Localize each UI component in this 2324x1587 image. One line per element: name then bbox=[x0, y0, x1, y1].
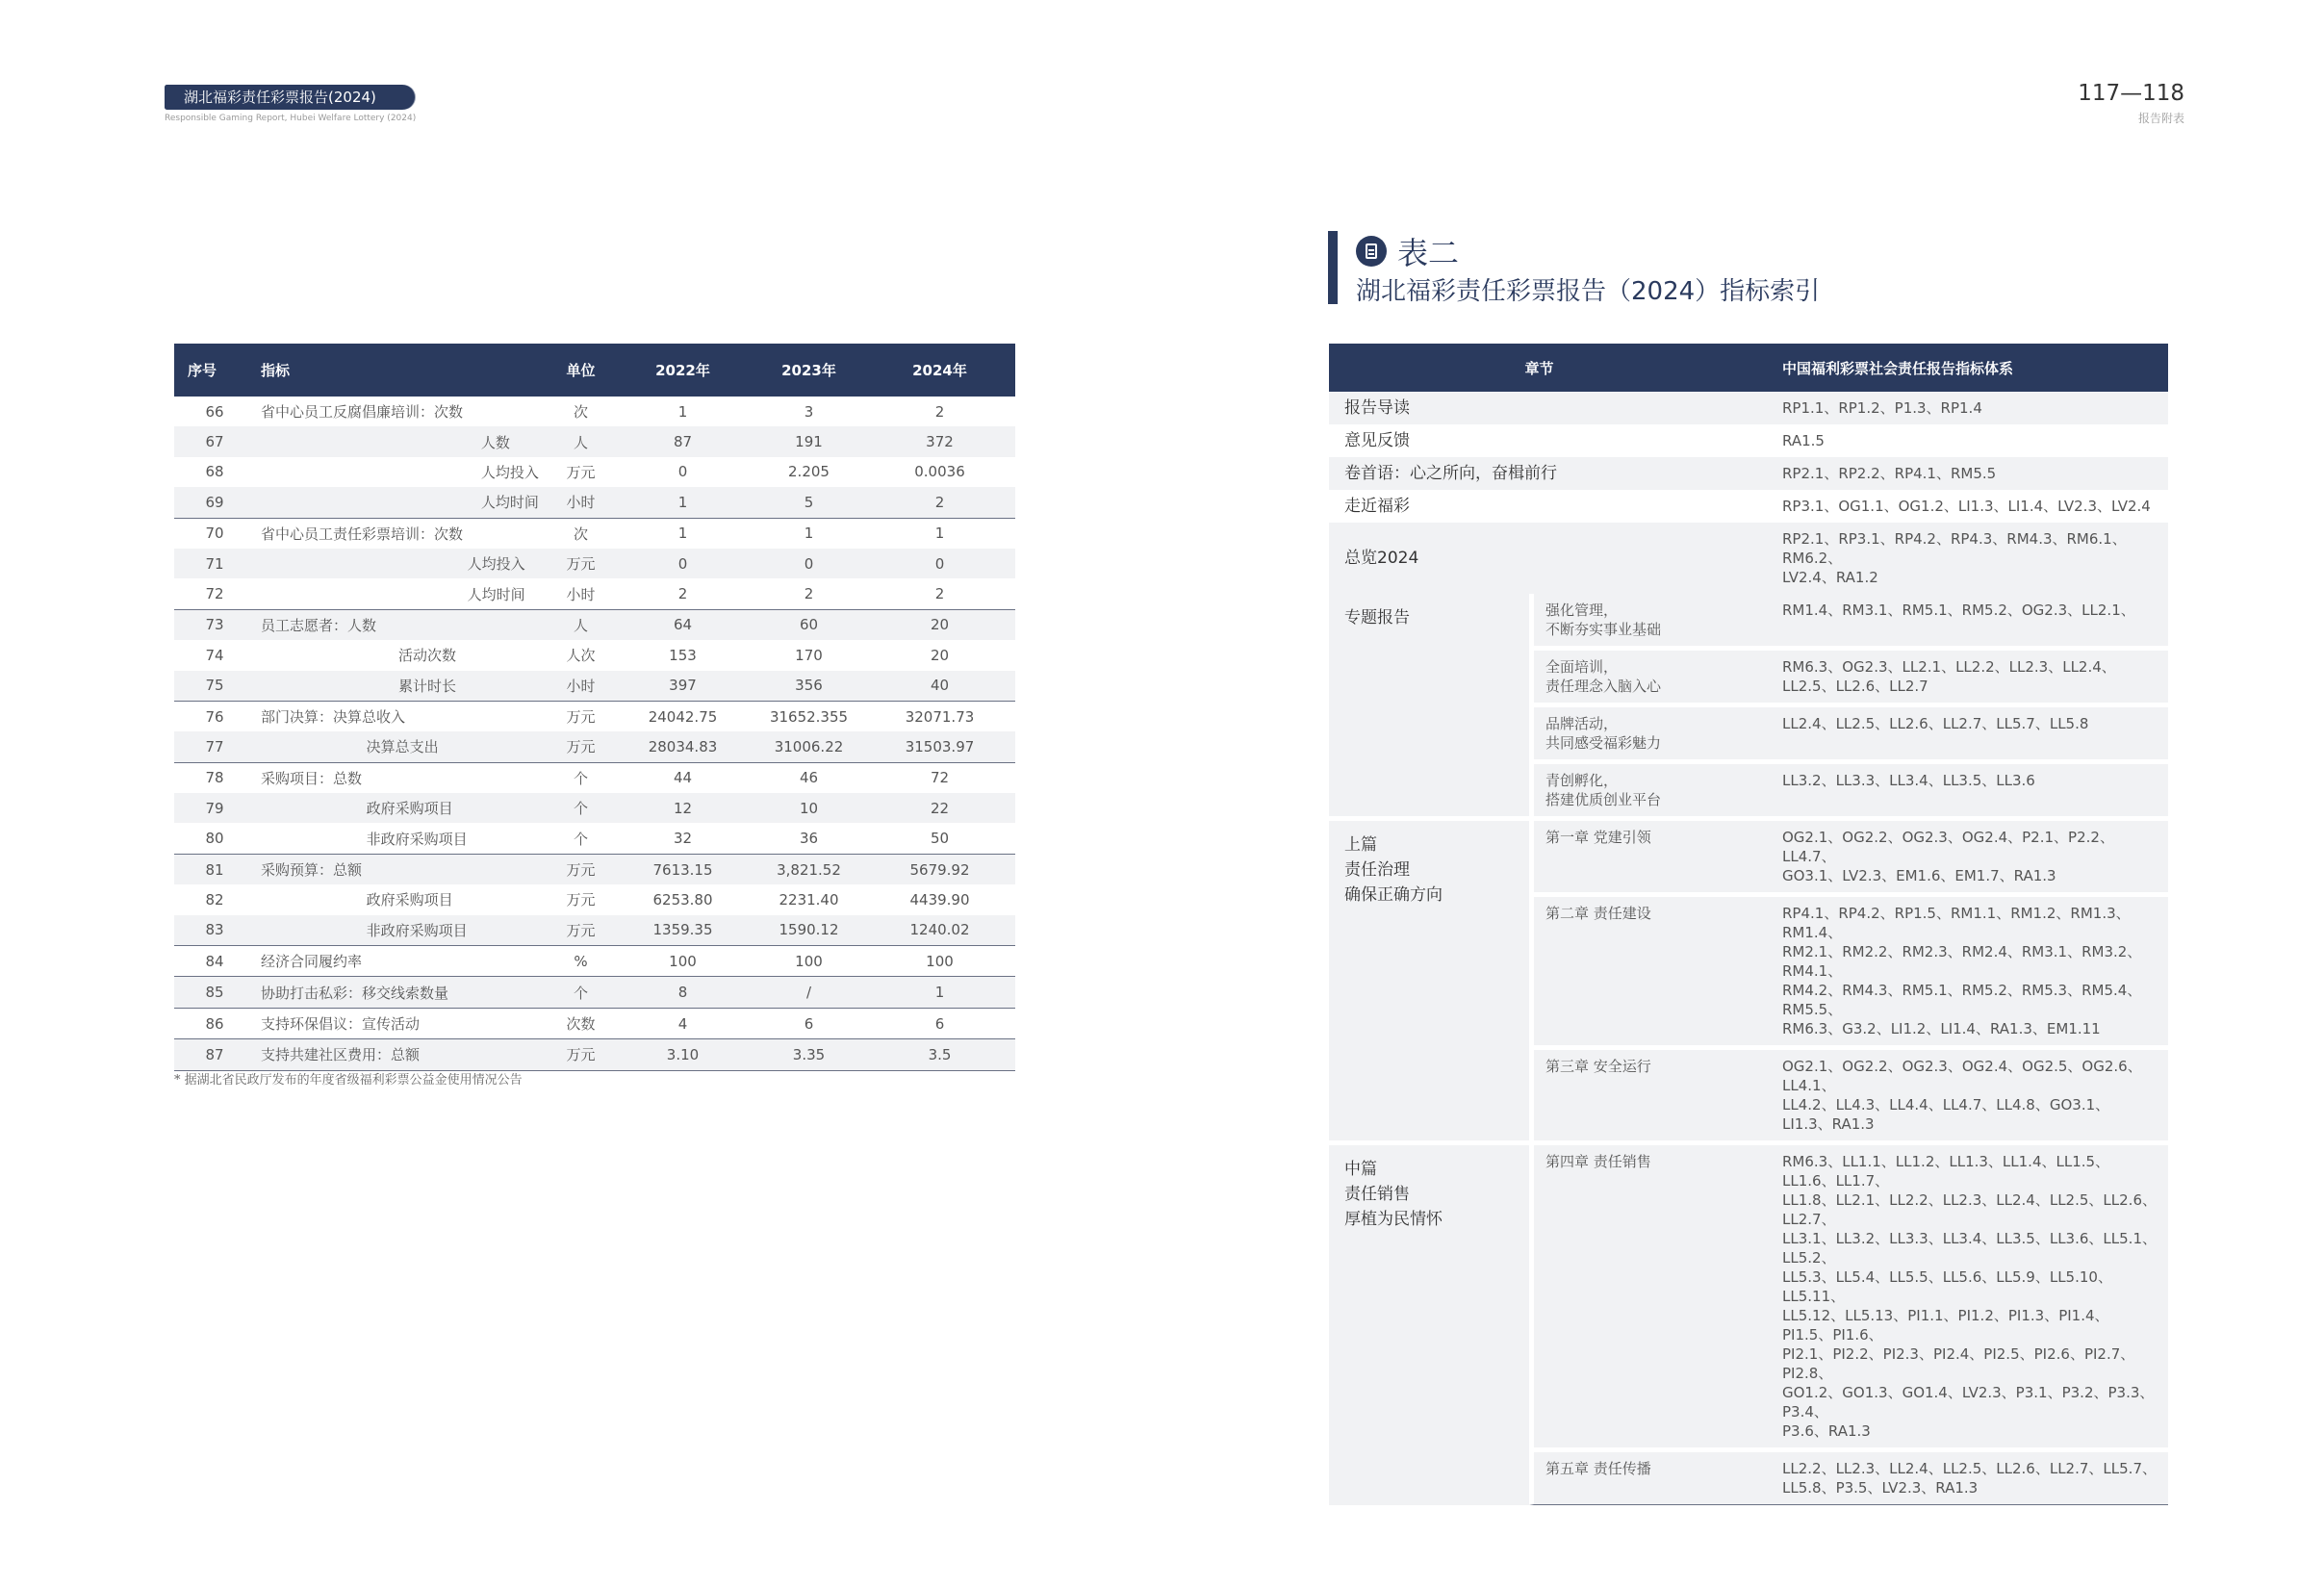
table-row bbox=[174, 426, 1015, 456]
row-unit: 万元 bbox=[549, 915, 612, 946]
row-index: 80 bbox=[174, 823, 255, 854]
sub-section-cell: 全面培训， 责任理念入脑入心 bbox=[1529, 646, 1749, 703]
row-value-2023: 36 bbox=[753, 823, 864, 854]
sub-section-cell: 第四章 责任销售 bbox=[1529, 1140, 1749, 1447]
col-header-indicator-system: 中国福利彩票社会责任报告指标体系 bbox=[1749, 344, 2168, 392]
row-unit: 小时 bbox=[549, 578, 612, 609]
row-unit: 个 bbox=[573, 769, 588, 787]
row-value-2023: 2 bbox=[753, 578, 864, 609]
table-row bbox=[174, 731, 1015, 762]
index-row bbox=[1329, 392, 2168, 424]
row-value-2022: 0 bbox=[677, 463, 688, 481]
row-unit: 次数 bbox=[549, 1008, 612, 1038]
row-index: 72 bbox=[174, 578, 255, 609]
sub-section-cell: 青创孵化， 搭建优质创业平台 bbox=[1529, 759, 1749, 816]
index-row bbox=[1329, 424, 2168, 457]
row-value-2022: 3.10 bbox=[612, 1039, 753, 1070]
sub-section-cell: 第五章 责任传播 bbox=[1529, 1447, 1749, 1505]
row-index: 85 bbox=[174, 977, 255, 1008]
table-body bbox=[174, 397, 1015, 1070]
row-value-2023: 356 bbox=[753, 671, 864, 702]
indicator-cell: RP2.1、RP3.1、RP4.2、RP4.3、RM4.3、RM6.1、RM6.2、 LV2.4、RA1.2 bbox=[1749, 523, 2168, 594]
row-value-2024: 50 bbox=[864, 823, 1015, 854]
indicator-cell: RA1.5 bbox=[1749, 424, 2168, 457]
row-value-2022: 1359.35 bbox=[612, 915, 753, 946]
row-indicator: 累计时长 bbox=[255, 671, 549, 702]
row-unit: 个 bbox=[549, 793, 612, 823]
report-subtitle: Responsible Gaming Report, Hubei Welfare Lottery (2024) bbox=[165, 114, 417, 123]
table-row bbox=[174, 762, 1015, 793]
row-index: 77 bbox=[174, 731, 255, 762]
row-value-2023: 46 bbox=[799, 769, 819, 787]
row-indicator: 支持环保倡议：宣传活动 bbox=[255, 1008, 549, 1038]
row-indicator: 人均投入 bbox=[255, 549, 549, 578]
row-indicator: 部门决算：决算总收入 bbox=[261, 708, 406, 727]
row-value-2022: 397 bbox=[612, 671, 753, 702]
table-footnote: * 据湖北省民政厅发布的年度省级福利彩票公益金使用情况公告 bbox=[174, 1073, 523, 1088]
row-indicator: 决算总支出 bbox=[255, 731, 549, 762]
chapter-cell: 报告导读 bbox=[1329, 392, 1749, 424]
table-row bbox=[174, 854, 1015, 884]
row-unit: 人次 bbox=[566, 647, 596, 665]
indicator-cell: LL3.2、LL3.3、LL3.4、LL3.5、LL3.6 bbox=[1749, 759, 2168, 816]
row-indicator: 员工志愿者：人数 bbox=[255, 609, 549, 640]
sub-section-cell: 第二章 责任建设 bbox=[1529, 892, 1749, 1045]
index-group-row bbox=[1329, 816, 2168, 892]
sub-section-cell: 第三章 安全运行 bbox=[1529, 1045, 1749, 1140]
row-unit: 个 bbox=[549, 977, 612, 1008]
row-value-2024: 0.0036 bbox=[914, 463, 965, 481]
row-value-2023: 3.35 bbox=[753, 1039, 864, 1070]
row-indicator: 人均时间 bbox=[255, 487, 549, 518]
row-unit: 万元 bbox=[549, 731, 612, 762]
row-value-2024: 20 bbox=[930, 646, 950, 664]
row-value-2024: 40 bbox=[864, 671, 1015, 702]
row-index: 76 bbox=[205, 707, 224, 726]
row-value-2024: 20 bbox=[864, 609, 1015, 640]
row-index: 71 bbox=[174, 549, 255, 578]
row-index: 86 bbox=[174, 1008, 255, 1038]
row-indicator: 省中心员工责任彩票培训：次数 bbox=[261, 525, 464, 543]
row-value-2024: 2 bbox=[864, 487, 1015, 518]
table-row bbox=[174, 578, 1015, 609]
table-row bbox=[174, 457, 1015, 487]
index-row bbox=[1329, 490, 2168, 523]
table-row bbox=[174, 1008, 1015, 1038]
col-header-2022: 2022年 bbox=[612, 344, 753, 397]
row-value-2024: 22 bbox=[864, 793, 1015, 823]
row-indicator: 非政府采购项目 bbox=[255, 823, 549, 854]
row-unit: 万元 bbox=[549, 1039, 612, 1070]
indicator-cell: LL2.4、LL2.5、LL2.6、LL2.7、LL5.7、LL5.8 bbox=[1749, 703, 2168, 759]
row-indicator: 活动次数 bbox=[261, 647, 457, 665]
row-value-2022: 12 bbox=[612, 793, 753, 823]
row-value-2023: 2.205 bbox=[788, 463, 830, 481]
row-value-2023: 6 bbox=[753, 1008, 864, 1038]
row-indicator: 人均投入 bbox=[261, 463, 539, 481]
row-indicator: 经济合同履约率 bbox=[255, 946, 549, 977]
row-value-2024: 1240.02 bbox=[864, 915, 1015, 946]
table-row bbox=[174, 671, 1015, 702]
row-value-2022: 6253.80 bbox=[652, 890, 713, 909]
row-index: 68 bbox=[205, 463, 224, 481]
row-value-2022: 100 bbox=[612, 946, 753, 977]
row-value-2023: 1590.12 bbox=[753, 915, 864, 946]
indicator-cell: LL2.2、LL2.3、LL2.4、LL2.5、LL2.6、LL2.7、LL5.7、 LL5.8、P3.5、LV2.3、RA1.3 bbox=[1749, 1447, 2168, 1505]
row-indicator: 采购预算：总额 bbox=[255, 854, 549, 884]
indicator-cell: RM1.4、RM3.1、RM5.1、RM5.2、OG2.3、LL2.1、 bbox=[1749, 594, 2168, 646]
row-value-2022: 153 bbox=[669, 646, 697, 664]
row-value-2023: 170 bbox=[795, 646, 823, 664]
row-value-2023: 1 bbox=[804, 525, 814, 543]
sub-section-cell: 第一章 党建引领 bbox=[1529, 816, 1749, 892]
index-row bbox=[1329, 523, 2168, 594]
row-value-2023: 191 bbox=[753, 426, 864, 456]
table-subtitle: 湖北福彩责任彩票报告（2024）指标索引 bbox=[1356, 277, 1821, 306]
row-value-2023: 3,821.52 bbox=[753, 854, 864, 884]
row-value-2022: 28034.83 bbox=[612, 731, 753, 762]
row-value-2022: 32 bbox=[612, 823, 753, 854]
chapter-cell: 卷首语：心之所向，奋楫前行 bbox=[1329, 457, 1749, 490]
row-indicator: 非政府采购项目 bbox=[255, 915, 549, 946]
table-row bbox=[174, 397, 1015, 426]
row-value-2024: 0 bbox=[864, 549, 1015, 578]
page-numbers: 117—118 bbox=[2078, 81, 2184, 106]
index-group-row bbox=[1329, 1140, 2168, 1447]
sub-section-cell: 品牌活动， 共同感受福彩魅力 bbox=[1529, 703, 1749, 759]
row-value-2022: 7613.15 bbox=[612, 854, 753, 884]
row-unit: 万元 bbox=[566, 891, 596, 909]
row-index: 74 bbox=[205, 646, 224, 664]
table-row bbox=[174, 884, 1015, 914]
row-unit: 个 bbox=[549, 823, 612, 854]
table-row bbox=[174, 793, 1015, 823]
index-table-header-row bbox=[1329, 344, 2168, 392]
indicator-cell: RP3.1、OG1.1、OG1.2、LI1.3、LI1.4、LV2.3、LV2.4 bbox=[1749, 490, 2168, 523]
row-value-2024: 100 bbox=[864, 946, 1015, 977]
row-value-2023: 0 bbox=[753, 549, 864, 578]
row-unit: 小时 bbox=[549, 487, 612, 518]
row-value-2024: 1 bbox=[934, 525, 945, 543]
chapter-cell: 意见反馈 bbox=[1329, 424, 1749, 457]
row-indicator: 政府采购项目 bbox=[261, 891, 453, 909]
row-value-2022: 1 bbox=[612, 487, 753, 518]
table-row bbox=[174, 518, 1015, 549]
row-unit: 万元 bbox=[549, 549, 612, 578]
row-index: 69 bbox=[174, 487, 255, 518]
row-index: 75 bbox=[174, 671, 255, 702]
indicator-data-table bbox=[174, 344, 1015, 1071]
row-indicator: 人均时间 bbox=[255, 578, 549, 609]
indicator-cell: OG2.1、OG2.2、OG2.3、OG2.4、P2.1、P2.2、LL4.7、 GO3.1、LV2.3、EM1.6、EM1.7、RA1.3 bbox=[1749, 816, 2168, 892]
title-accent-bar bbox=[1328, 231, 1338, 304]
indicator-cell: RM6.3、LL1.1、LL1.2、LL1.3、LL1.4、LL1.5、LL1.6、LL1.7、 LL1.8、LL2.1、LL2.2、LL2.3、LL2.4、LL2.5、LL2.6、LL2.7、 LL3.1、LL3.2、LL3.3、LL3.4、LL3.5、LL3.6、LL5.1、LL5.2、 LL5.3、LL5.4、LL5.5、LL5.6、LL5.9、LL5.10、LL5.11、 LL5.12、LL5.13、PI1.1、PI1.2、PI1.3、PI1.4、PI1.5、PI1.6、 PI2.1、PI2.2、PI2.3、PI2.4、PI2.5、PI2.6、PI2.7、PI2.8、 GO1.2、GO1.3、GO1.4、LV2.3、P3.1、P3.2、P3.3、P3.4、 P3.6、RA1.3 bbox=[1749, 1140, 2168, 1447]
table-row bbox=[174, 609, 1015, 640]
row-index: 82 bbox=[205, 890, 224, 909]
row-value-2023: 10 bbox=[753, 793, 864, 823]
section-label: 报告附表 bbox=[2137, 112, 2184, 125]
row-index: 73 bbox=[174, 609, 255, 640]
row-value-2024: 1 bbox=[864, 977, 1015, 1008]
table-row bbox=[174, 701, 1015, 731]
row-unit: 万元 bbox=[566, 463, 596, 481]
col-header-2023: 2023年 bbox=[753, 344, 864, 397]
row-value-2024: 372 bbox=[864, 426, 1015, 456]
chapter-cell: 走近福彩 bbox=[1329, 490, 1749, 523]
table-row bbox=[174, 549, 1015, 578]
table-row bbox=[174, 640, 1015, 670]
indicator-cell: RM6.3、OG2.3、LL2.1、LL2.2、LL2.3、LL2.4、 LL2.5、LL2.6、LL2.7 bbox=[1749, 646, 2168, 703]
group-chapter-cell: 上篇 责任治理 确保正确方向 bbox=[1329, 816, 1529, 1140]
group-chapter-cell: 专题报告 bbox=[1329, 594, 1529, 816]
row-value-2022: 4 bbox=[612, 1008, 753, 1038]
table-row bbox=[174, 977, 1015, 1008]
row-value-2024: 72 bbox=[930, 769, 950, 787]
row-value-2022: 1 bbox=[677, 525, 688, 543]
row-value-2024: 32071.73 bbox=[905, 707, 975, 726]
row-value-2024: 5679.92 bbox=[864, 854, 1015, 884]
row-indicator: 人数 bbox=[255, 426, 549, 456]
row-value-2024: 4439.90 bbox=[909, 890, 970, 909]
row-index: 83 bbox=[174, 915, 255, 946]
row-value-2022: 24042.75 bbox=[648, 707, 718, 726]
row-value-2024: 2 bbox=[864, 578, 1015, 609]
row-unit: 次 bbox=[573, 403, 588, 422]
row-value-2023: 31006.22 bbox=[753, 731, 864, 762]
table-row bbox=[174, 1039, 1015, 1070]
index-table bbox=[1329, 344, 2168, 1505]
index-table-body bbox=[1329, 392, 2168, 1505]
row-value-2022: 1 bbox=[677, 402, 688, 421]
row-index: 81 bbox=[174, 854, 255, 884]
indicator-cell: RP4.1、RP4.2、RP1.5、RM1.1、RM1.2、RM1.3、RM1.4、 RM2.1、RM2.2、RM2.3、RM2.4、RM3.1、RM3.2、RM4.1、 RM4.2、RM4.3、RM5.1、RM5.2、RM5.3、RM5.4、RM5.5、 RM6.3、G3.2、LI1.2、LI1.4、RA1.3、EM1.11 bbox=[1749, 892, 2168, 1045]
table-row bbox=[174, 946, 1015, 977]
row-value-2024: 3.5 bbox=[864, 1039, 1015, 1070]
row-value-2023: 3 bbox=[804, 402, 814, 421]
row-index: 66 bbox=[205, 402, 224, 421]
document-icon bbox=[1356, 236, 1387, 267]
col-header-indicator: 指标 bbox=[255, 344, 549, 397]
table-header-row bbox=[174, 344, 1015, 397]
col-header-index: 序号 bbox=[174, 344, 255, 397]
col-header-unit: 单位 bbox=[549, 344, 612, 397]
row-value-2023: 31652.355 bbox=[769, 707, 849, 726]
row-index: 84 bbox=[174, 946, 255, 977]
row-indicator: 省中心员工反腐倡廉培训：次数 bbox=[261, 403, 464, 422]
row-index: 67 bbox=[174, 426, 255, 456]
table-title: 表二 bbox=[1397, 235, 1460, 271]
row-value-2022: 64 bbox=[612, 609, 753, 640]
row-unit: 万元 bbox=[566, 708, 596, 727]
table-row bbox=[174, 823, 1015, 854]
row-index: 79 bbox=[174, 793, 255, 823]
row-value-2024: 2 bbox=[934, 402, 945, 421]
row-value-2023: / bbox=[753, 977, 864, 1008]
row-unit: 人 bbox=[549, 609, 612, 640]
row-value-2024: 31503.97 bbox=[864, 731, 1015, 762]
row-value-2022: 2 bbox=[612, 578, 753, 609]
table-row bbox=[174, 915, 1015, 946]
row-unit: 次 bbox=[573, 525, 588, 543]
group-chapter-cell: 中篇 责任销售 厚植为民情怀 bbox=[1329, 1140, 1529, 1505]
index-row bbox=[1329, 457, 2168, 490]
col-header-2024: 2024年 bbox=[864, 344, 1015, 397]
indicator-cell: RP2.1、RP2.2、RP4.1、RM5.5 bbox=[1749, 457, 2168, 490]
indicator-cell: OG2.1、OG2.2、OG2.3、OG2.4、OG2.5、OG2.6、LL4.1、 LL4.2、LL4.3、LL4.4、LL4.7、LL4.8、GO3.1、LI1.3、RA1.3 bbox=[1749, 1045, 2168, 1140]
table-row bbox=[174, 487, 1015, 518]
row-index: 78 bbox=[205, 769, 224, 787]
row-unit: 万元 bbox=[549, 854, 612, 884]
row-unit: 人 bbox=[549, 426, 612, 456]
row-unit: % bbox=[549, 946, 612, 977]
row-value-2023: 5 bbox=[753, 487, 864, 518]
row-value-2023: 2231.40 bbox=[779, 890, 839, 909]
chapter-cell: 总览2024 bbox=[1329, 523, 1749, 594]
row-value-2023: 60 bbox=[753, 609, 864, 640]
row-indicator: 政府采购项目 bbox=[255, 793, 549, 823]
row-value-2022: 8 bbox=[612, 977, 753, 1008]
row-value-2023: 100 bbox=[753, 946, 864, 977]
row-unit: 小时 bbox=[549, 671, 612, 702]
row-value-2024: 6 bbox=[864, 1008, 1015, 1038]
row-index: 70 bbox=[205, 525, 224, 543]
row-indicator: 采购项目：总数 bbox=[261, 769, 363, 787]
row-value-2022: 44 bbox=[673, 769, 693, 787]
row-indicator: 支持共建社区费用：总额 bbox=[255, 1039, 549, 1070]
indicator-cell: RP1.1、RP1.2、P1.3、RP1.4 bbox=[1749, 392, 2168, 424]
row-value-2022: 87 bbox=[612, 426, 753, 456]
index-group-row bbox=[1329, 594, 2168, 646]
row-index: 87 bbox=[174, 1039, 255, 1070]
col-header-chapter: 章节 bbox=[1329, 344, 1749, 392]
report-title-tag: 湖北福彩责任彩票报告(2024) bbox=[165, 85, 415, 110]
sub-section-cell: 强化管理， 不断夯实事业基础 bbox=[1529, 594, 1749, 646]
row-indicator: 协助打击私彩：移交线索数量 bbox=[255, 977, 549, 1008]
row-value-2022: 0 bbox=[612, 549, 753, 578]
